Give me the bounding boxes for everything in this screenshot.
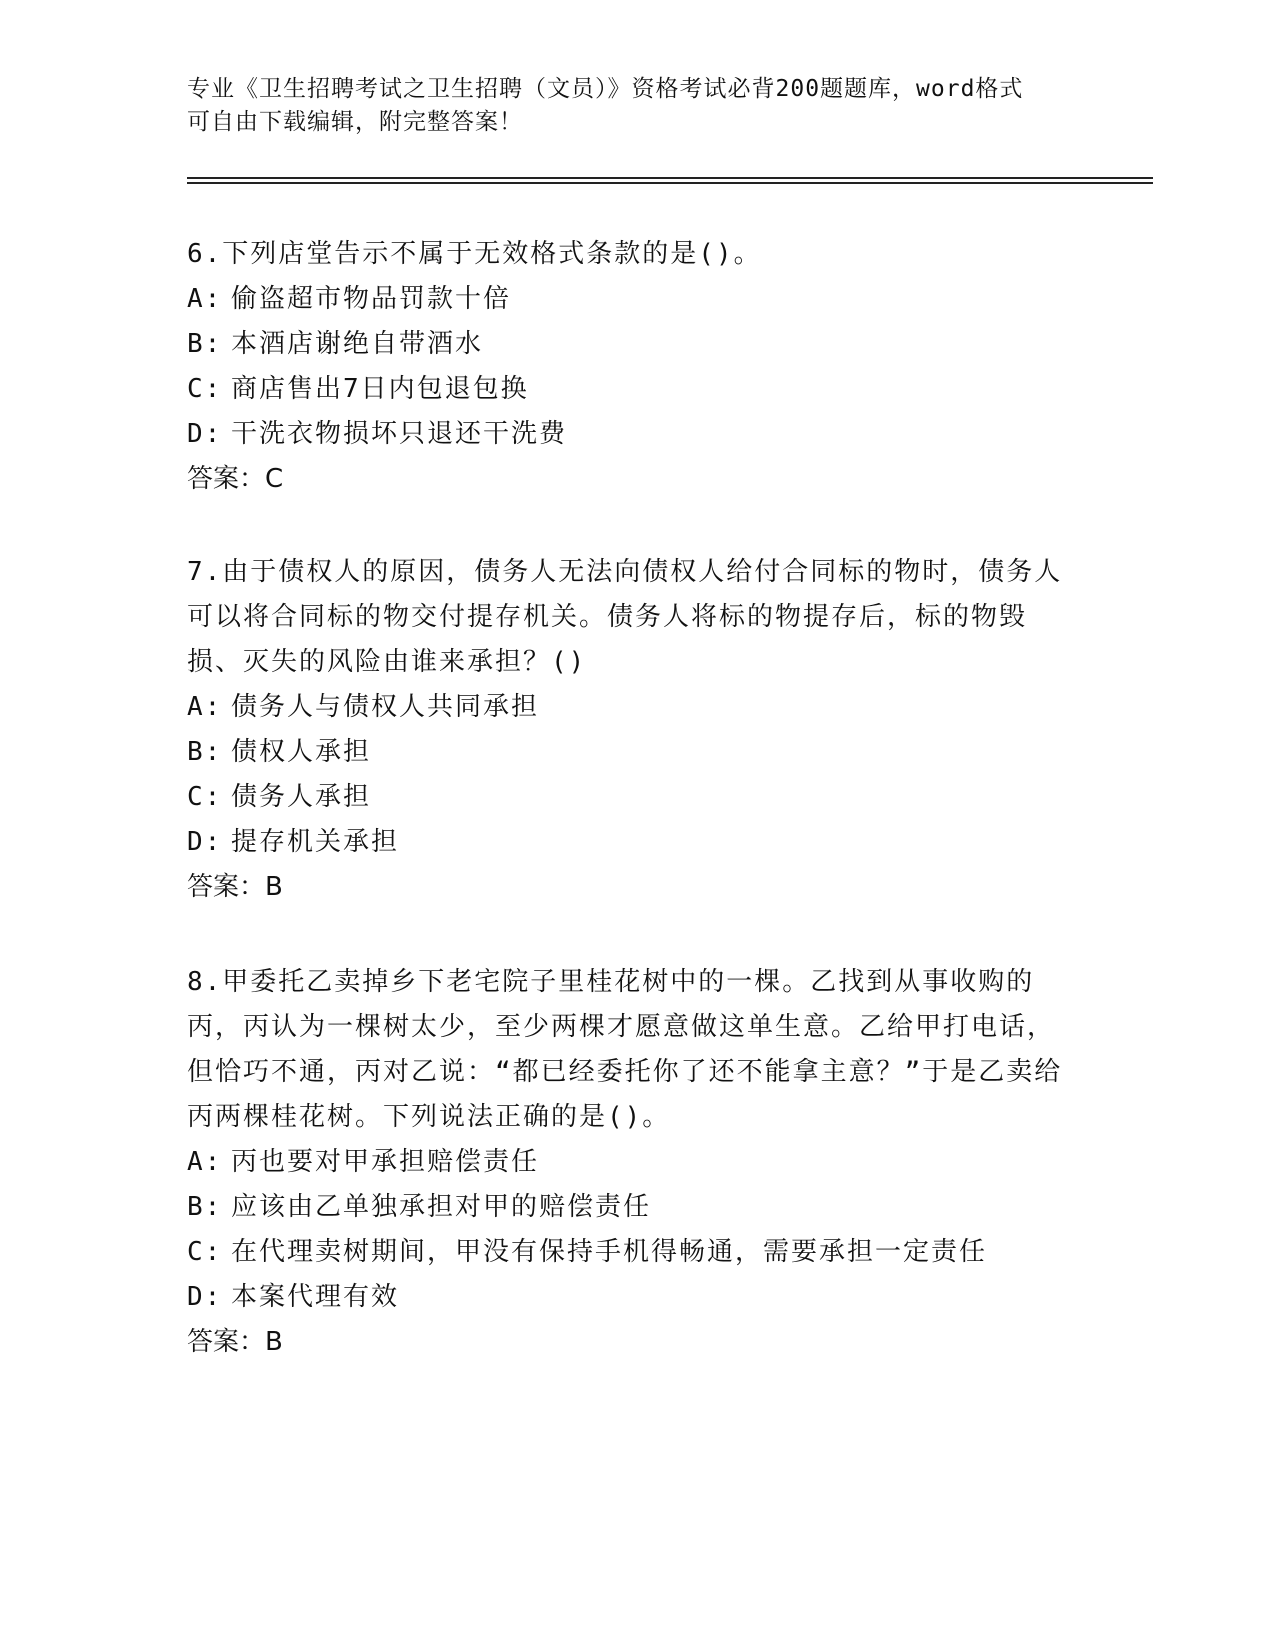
option-d (187, 1275, 1067, 1320)
question-stem: 6.下列店堂告示不属于无效格式条款的是()。 (187, 239, 762, 269)
option-text: 提存机关承担 (231, 827, 400, 857)
option-key: A: (187, 692, 223, 722)
answer-line: 答案：B (187, 1327, 283, 1357)
option-b (187, 322, 1067, 367)
option-b (187, 730, 1067, 775)
option-text: 债务人承担 (231, 782, 372, 812)
answer-line: 答案：B (187, 872, 283, 902)
option-c (187, 367, 1067, 412)
header-line-2: 可自由下载编辑，附完整答案！ (187, 109, 523, 135)
option-a (187, 277, 1067, 322)
option-text: 偷盗超市物品罚款十倍 (231, 284, 512, 314)
option-text: 应该由乙单独承担对甲的赔偿责任 (231, 1192, 652, 1222)
header-divider-top (187, 177, 1153, 179)
option-key: D: (187, 1282, 223, 1312)
option-key: D: (187, 419, 223, 449)
option-key: B: (187, 329, 223, 359)
document-header (187, 73, 1067, 139)
question-8 (187, 960, 1067, 1365)
option-key: A: (187, 1147, 223, 1177)
option-key: C: (187, 1237, 223, 1267)
option-c (187, 1230, 1067, 1275)
option-c (187, 775, 1067, 820)
option-text: 债权人承担 (231, 737, 372, 767)
option-a (187, 1140, 1067, 1185)
option-key: B: (187, 1192, 223, 1222)
option-text: 商店售出7日内包退包换 (231, 374, 529, 404)
option-key: B: (187, 737, 223, 767)
option-a (187, 685, 1067, 730)
option-text: 本案代理有效 (231, 1282, 400, 1312)
option-key: A: (187, 284, 223, 314)
option-text: 干洗衣物损坏只退还干洗费 (231, 419, 568, 449)
question-stem: 7.由于债权人的原因，债务人无法向债权人给付合同标的物时，债务人可以将合同标的物交付提存机关。债务人将标的物提存后，标的物毁损、灭失的风险由谁来承担？() (187, 557, 1063, 677)
option-d (187, 412, 1067, 457)
option-d (187, 820, 1067, 865)
option-key: C: (187, 374, 223, 404)
header-line-1: 专业《卫生招聘考试之卫生招聘（文员）》资格考试必背200题题库，word格式 (187, 76, 1024, 102)
question-7 (187, 550, 1067, 910)
option-text: 丙也要对甲承担赔偿责任 (231, 1147, 540, 1177)
option-key: C: (187, 782, 223, 812)
option-b (187, 1185, 1067, 1230)
option-text: 在代理卖树期间，甲没有保持手机得畅通，需要承担一定责任 (231, 1237, 988, 1267)
option-key: D: (187, 827, 223, 857)
question-stem: 8.甲委托乙卖掉乡下老宅院子里桂花树中的一棵。乙找到从事收购的丙，丙认为一棵树太少，至少两棵才愿意做这单生意。乙给甲打电话，但恰巧不通，丙对乙说：“都已经委托你了还不能拿主意？”于是乙卖给丙两棵桂花树。下列说法正确的是()。 (187, 967, 1063, 1132)
header-divider-bottom (187, 182, 1153, 184)
answer-line: 答案：C (187, 464, 284, 494)
option-text: 本酒店谢绝自带酒水 (231, 329, 484, 359)
question-6 (187, 232, 1067, 502)
option-text: 债务人与债权人共同承担 (231, 692, 540, 722)
